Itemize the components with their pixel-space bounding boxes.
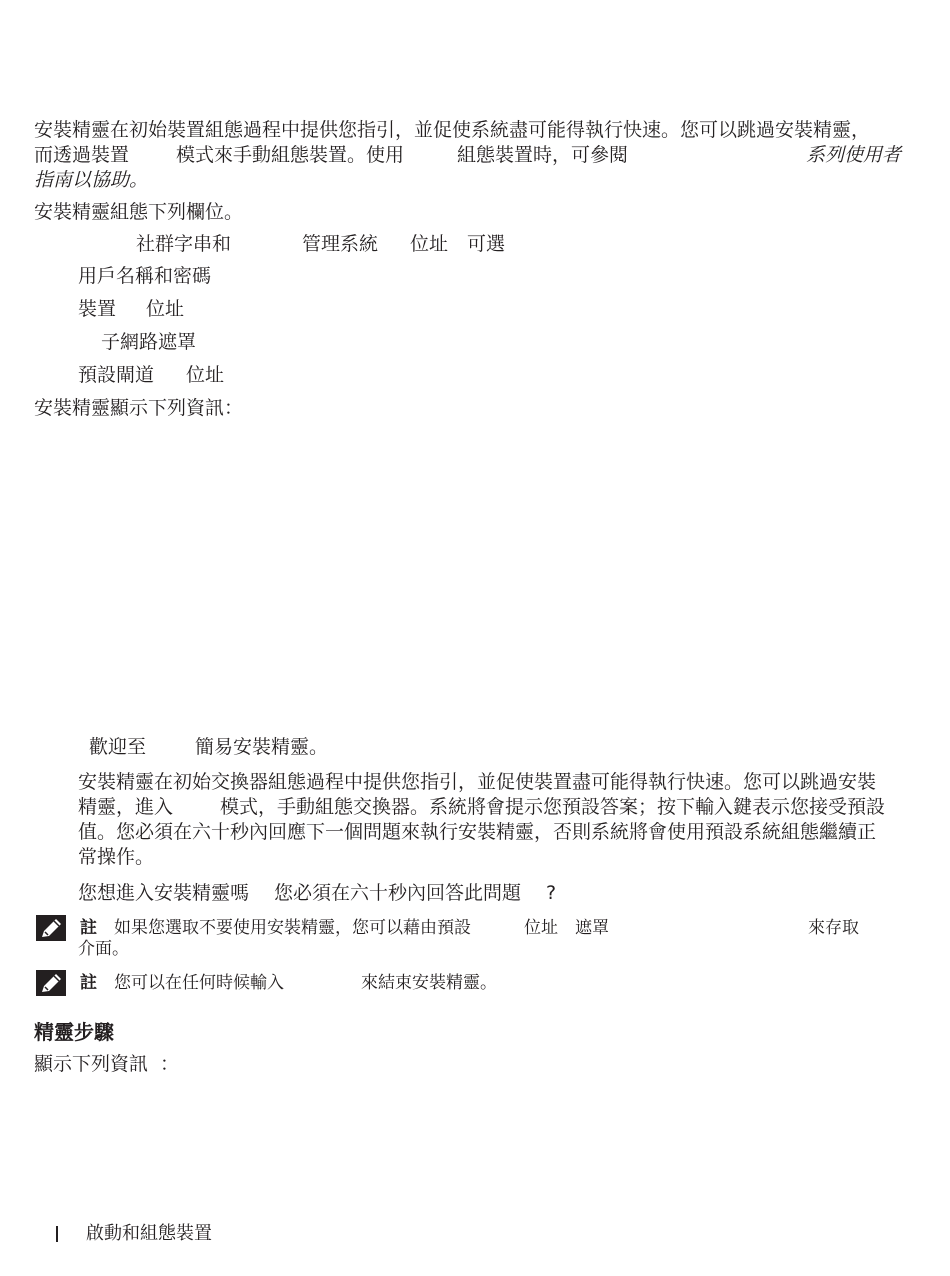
field-5a: 預設閘道 bbox=[78, 364, 155, 386]
field-3b: 位址 bbox=[146, 298, 185, 320]
note1-text-c: 遮罩 bbox=[575, 918, 609, 938]
note2-label: 註 bbox=[80, 973, 97, 993]
intro-line-2b: 模式來手動組態裝置。使用 bbox=[176, 144, 405, 166]
intro-line-2d: 系列使用者 bbox=[806, 144, 902, 166]
intro-line-3: 指南以協助。 bbox=[34, 169, 149, 191]
question-a: 您想進入安裝精靈嗎 bbox=[78, 882, 250, 904]
wizard-line-2a: 精靈，進入 bbox=[78, 796, 174, 818]
section-heading: 精靈步驟 bbox=[34, 1020, 114, 1044]
note-pencil-icon bbox=[36, 970, 66, 996]
fields-intro: 安裝精靈組態下列欄位。 bbox=[34, 201, 244, 223]
field-2: 用戶名稱和密碼 bbox=[78, 265, 212, 287]
note2-text-b: 來結束安裝精靈。 bbox=[361, 973, 497, 993]
intro-line-2c: 組態裝置時，可參閱 bbox=[457, 144, 629, 166]
note1-text-a: 如果您選取不要使用安裝精靈，您可以藉由預設 bbox=[114, 918, 471, 938]
wizard-line-4: 常操作。 bbox=[78, 846, 155, 868]
wizard-line-1: 安裝精靈在初始交換器組態過程中提供您指引，並促使裝置盡可能得執行快速。您可以跳過安裝 bbox=[78, 771, 877, 793]
section-intro-a: 顯示下列資訊 bbox=[34, 1053, 149, 1075]
intro-line-2a: 而透過裝置 bbox=[34, 144, 130, 166]
wizard-line-2b: 模式，手動組態交換器。系統將會提示您預設答案；按下輸入鍵表示您接受預設 bbox=[220, 796, 886, 818]
note2-text-a: 您可以在任何時候輸入 bbox=[114, 973, 284, 993]
welcome-a: 歡迎至 bbox=[89, 736, 147, 758]
question-b: 您必須在六十秒內回答此問題 bbox=[274, 882, 522, 904]
field-1b: 管理系統 bbox=[302, 233, 379, 255]
note1-text-d: 來存取 bbox=[808, 918, 859, 938]
field-1c: 位址 bbox=[410, 233, 449, 255]
question-c: ? bbox=[546, 882, 557, 904]
field-4: 子網路遮罩 bbox=[101, 331, 197, 353]
display-intro: 安裝精靈顯示下列資訊： bbox=[34, 397, 244, 419]
footer-title: 啟動和組態裝置 bbox=[86, 1223, 212, 1244]
footer-divider bbox=[56, 1226, 58, 1242]
field-1d: 可選 bbox=[467, 233, 506, 255]
section-intro-b: ： bbox=[160, 1053, 180, 1075]
note1-text-e: 介面。 bbox=[78, 939, 129, 959]
field-5b: 位址 bbox=[186, 364, 225, 386]
field-1a: 社群字串和 bbox=[136, 233, 232, 255]
intro-line-1: 安裝精靈在初始裝置組態過程中提供您指引，並促使系統盡可能得執行快速。您可以跳過安裝精靈， bbox=[34, 119, 871, 141]
note1-text-b: 位址 bbox=[524, 918, 558, 938]
note-pencil-icon bbox=[36, 915, 66, 941]
wizard-line-3: 值。您必須在六十秒內回應下一個問題來執行安裝精靈，否則系統將會使用預設系統組態繼續正 bbox=[78, 821, 877, 843]
note1-label: 註 bbox=[80, 918, 97, 938]
field-3a: 裝置 bbox=[78, 298, 117, 320]
welcome-b: 簡易安裝精靈。 bbox=[195, 736, 329, 758]
